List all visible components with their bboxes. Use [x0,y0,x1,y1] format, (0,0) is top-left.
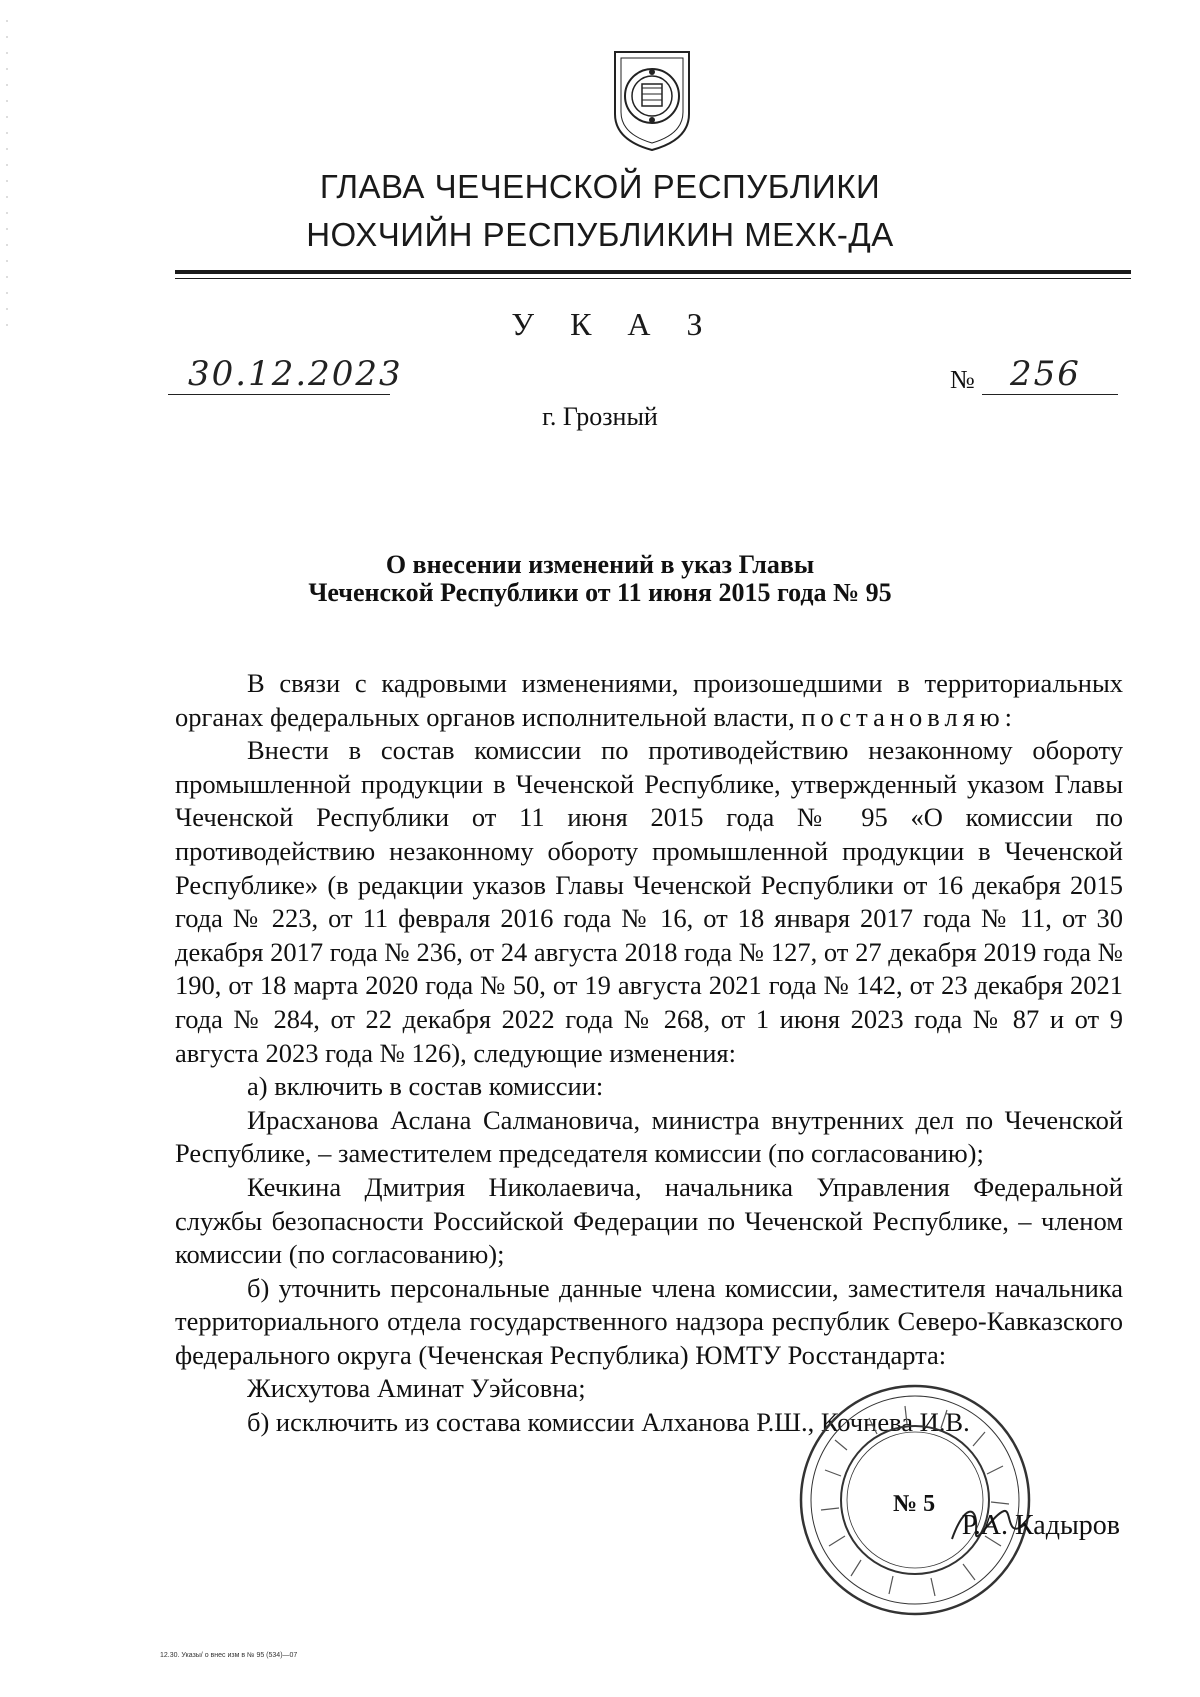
paragraph-item-a: а) включить в состав комиссии: [247,1071,604,1102]
paragraph-item-b: б) уточнить персональные данные члена комиссии, заместителя начальника территориального отдела государственного надзора республик Северо-Кавказского федерального округа (Чеченская Республика) ЮМТУ Росстандарта: [175,1272,1123,1370]
date-handwritten: 30.12.2023 [188,354,403,394]
header-rule-thick [175,270,1131,274]
paragraph-member-1: Ирасханова Аслана Салмановича, министра внутренних дел по Чеченской Республике, – заместителем председателя комиссии (по согласованию); [175,1104,1123,1169]
number-label: № [950,365,975,394]
paragraph-preamble [175,667,1123,734]
paragraph-member-3: Жисхутова Аминат Уэйсовна; [247,1373,586,1404]
city: г. Грозный [542,402,658,431]
paragraph-member-2: Кечкина Дмитрия Николаевича, начальника Управления Федеральной службы безопасности Российской Федерации по Чеченской Республике, – членом комиссии (по согласованию); [175,1171,1123,1270]
number-handwritten: 256 [1010,354,1081,394]
paragraph-item-exclude: б) исключить из состава комиссии Алханова Р.Ш., Кочнева И.В. [247,1407,970,1438]
org-name-ce: НОХЧИЙН РЕСПУБЛИКИН МЕХК-ДА [306,216,894,253]
header-rule-thin [175,278,1131,279]
org-name-ru: ГЛАВА ЧЕЧЕНСКОЙ РЕСПУБЛИКИ [319,168,881,205]
date-underline [168,394,390,395]
preamble-decree-word: постановляю: [801,701,1018,732]
title-line-1: О внесении изменений в указ Главы [385,550,815,579]
footer-code: 12.30. Указы/ о внес изм в № 95 (534)—07 [160,1652,298,1659]
title-line-2: Чеченской Республики от 11 июня 2015 года № 95 [308,578,892,607]
document-type: У К А З [511,306,717,342]
number-underline [982,394,1118,395]
signature-name: Р.А. Кадыров [961,1510,1120,1541]
number-field [982,350,1118,400]
stamp-number: № 5 [893,1491,936,1517]
document-body [175,667,1123,1440]
document-title [0,551,1200,607]
paragraph-main: Внести в состав комиссии по противодействию незаконному обороту промышленной продукции в Чеченской Республике, утвержденный указом Главы Чеченской Республики от 11 июня 2015 года № 95 «О комиссии по противодействию незаконному обороту промышленной продукции в Чеченской Республике» (в редакции указов Главы Чеченской Республики от 16 декабря 2015 года № 223, от 11 февраля 2016 года № 16, от 18 января 2017 года № 11, от 30 декабря 2017 года № 236, от 24 августа 2018 года № 127, от 27 декабря 2019 года № 190, от 18 марта 2020 года № 50, от 19 августа 2021 года № 142, от 23 декабря 2021 года № 284, от 22 декабря 2022 года № 268, от 1 июня 2023 года № 87 и от 9 августа 2023 года № 126), следующие изменения: [175,735,1123,1068]
coat-of-arms-icon [609,48,695,152]
preamble-text: В связи с кадровыми изменениями, произошедшими в территориальных органах федеральных органов исполнительной власти, [175,668,1123,732]
date-field [168,350,403,400]
